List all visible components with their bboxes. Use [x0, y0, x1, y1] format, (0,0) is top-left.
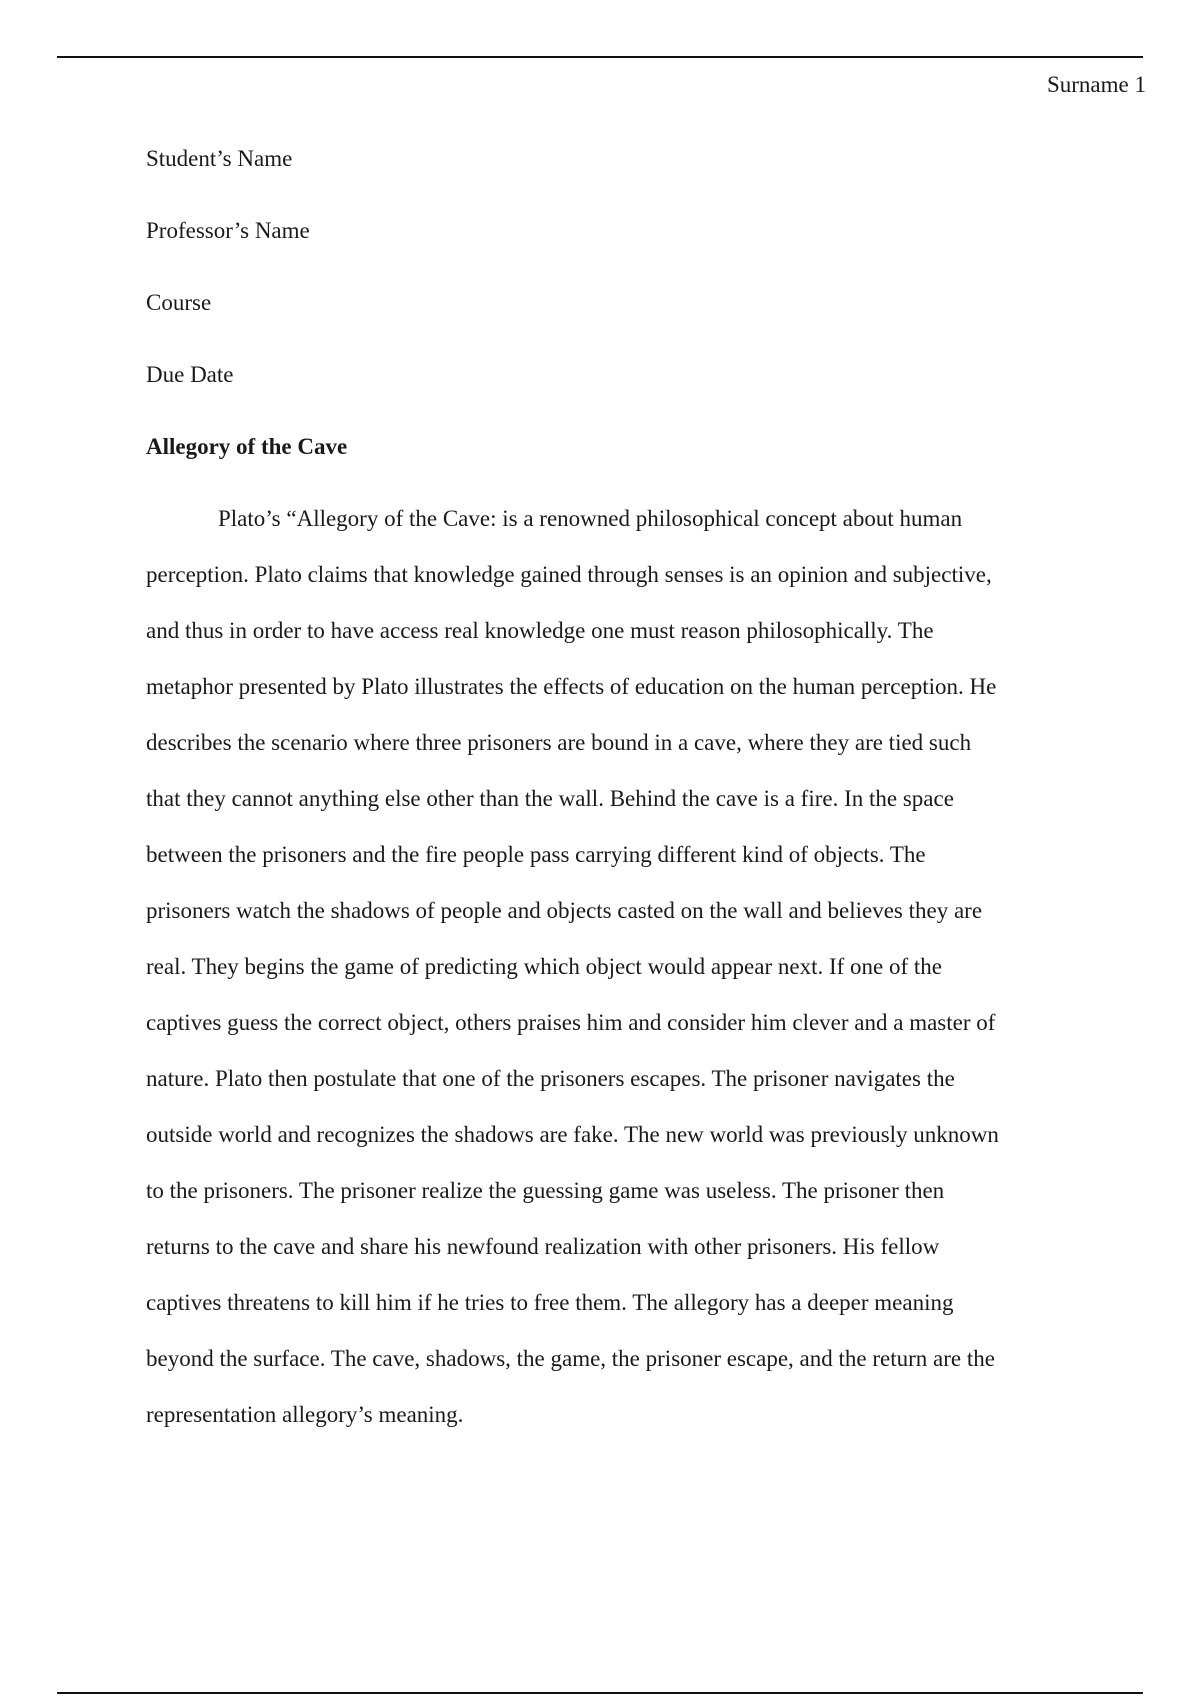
body-line: representation allegory’s meaning. — [146, 1402, 464, 1427]
essay-body — [146, 504, 1046, 1456]
body-line: captives threatens to kill him if he tries to free them. The allegory has a deeper meaning — [146, 1290, 954, 1315]
body-line: nature. Plato then postulate that one of the prisoners escapes. The prisoner navigates the — [146, 1066, 955, 1091]
body-line: metaphor presented by Plato illustrates the effects of education on the human perception. He — [146, 674, 997, 699]
body-line: between the prisoners and the fire people pass carrying different kind of objects. The — [146, 842, 926, 867]
body-line: outside world and recognizes the shadows are fake. The new world was previously unknown — [146, 1122, 999, 1147]
body-line: Plato’s “Allegory of the Cave: is a renowned philosophical concept about human — [218, 506, 963, 531]
body-line: returns to the cave and share his newfound realization with other prisoners. His fellow — [146, 1234, 940, 1259]
body-line: describes the scenario where three prisoners are bound in a cave, where they are tied such — [146, 730, 972, 755]
course: Course — [146, 290, 212, 315]
body-line: prisoners watch the shadows of people and objects casted on the wall and believes they are — [146, 898, 983, 923]
body-line: real. They begins the game of predicting which object would appear next. If one of the — [146, 954, 942, 979]
essay-title: Allegory of the Cave — [146, 434, 348, 459]
professor-name: Professor’s Name — [146, 218, 310, 243]
body-line: captives guess the correct object, others praises him and consider him clever and a master of — [146, 1010, 996, 1035]
student-name: Student’s Name — [146, 146, 293, 171]
body-line: and thus in order to have access real knowledge one must reason philosophically. The — [146, 618, 934, 643]
bottom-rule — [57, 1692, 1143, 1694]
top-rule — [57, 56, 1143, 58]
due-date: Due Date — [146, 362, 234, 387]
body-line: beyond the surface. The cave, shadows, the game, the prisoner escape, and the return are the — [146, 1346, 995, 1371]
body-line: perception. Plato claims that knowledge gained through senses is an opinion and subjective, — [146, 562, 992, 587]
body-line: to the prisoners. The prisoner realize the guessing game was useless. The prisoner then — [146, 1178, 945, 1203]
running-head: Surname 1 — [1046, 72, 1146, 97]
body-line: that they cannot anything else other than the wall. Behind the cave is a fire. In the space — [146, 786, 954, 811]
